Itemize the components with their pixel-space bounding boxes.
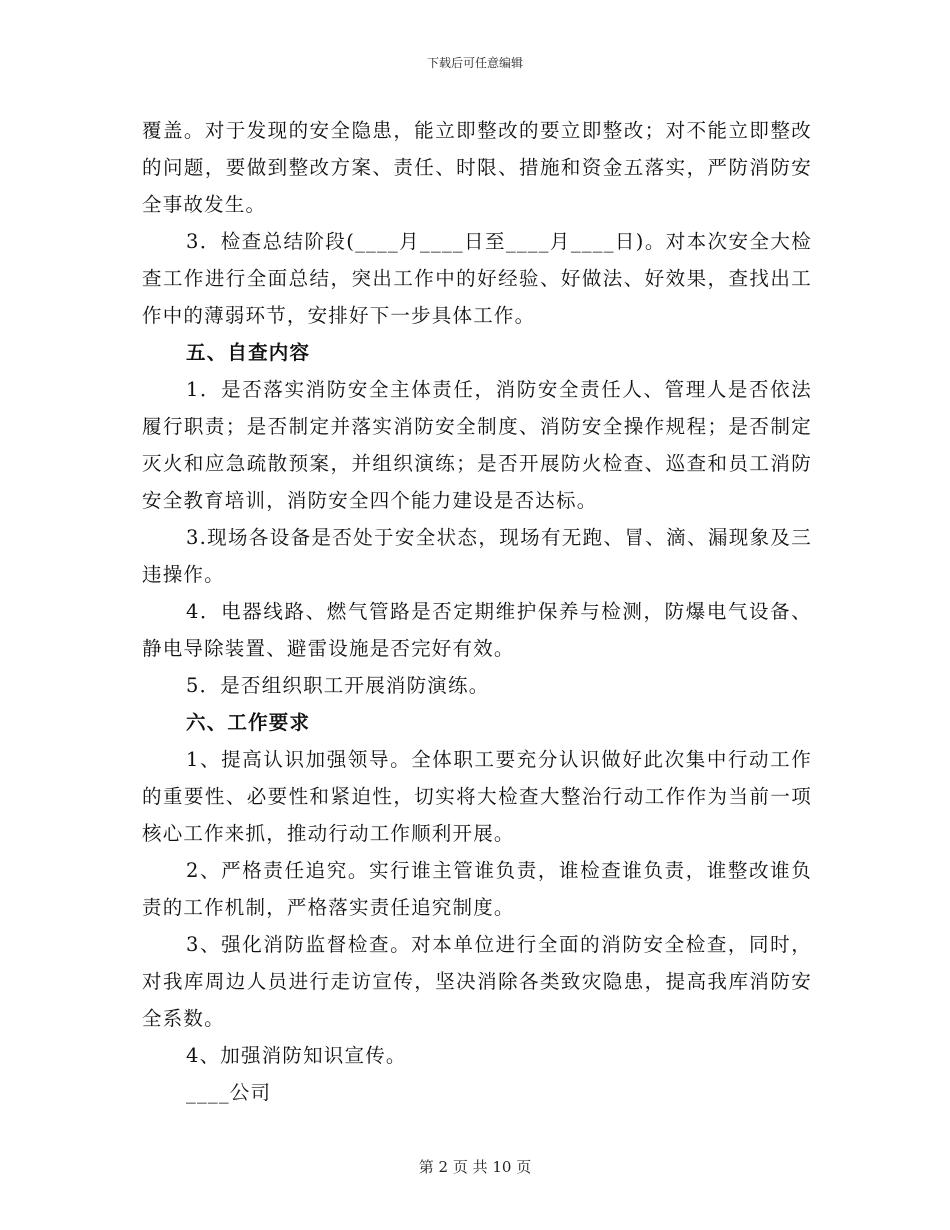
paragraph: 1．是否落实消防安全主体责任，消防安全责任人、管理人是否依法履行职责；是否制定并落实消防安全制度、消防安全操作规程；是否制定灭火和应急疏散预案，并组织演练；是否开展防火检查、巡查和员工消防安全教育培训，消防安全四个能力建设是否达标。 (142, 378, 812, 512)
document-body (142, 112, 812, 1111)
paragraph: 3.现场各设备是否处于安全状态，现场有无跑、冒、滴、漏现象及三违操作。 (142, 526, 812, 586)
paragraph: 覆盖。对于发现的安全隐患，能立即整改的要立即整改；对不能立即整改的问题，要做到整改方案、责任、时限、措施和资金五落实，严防消防安全事故发生。 (142, 119, 812, 216)
paragraph: 3、强化消防监督检查。对本单位进行全面的消防安全检查，同时，对我库周边人员进行走访宣传，坚决消除各类致灾隐患，提高我库消防安全系数。 (142, 933, 812, 1030)
page-footer-number: 第 2 页 共 10 页 (418, 1158, 532, 1176)
paragraph: 3．检查总结阶段(____月____日至____月____日)。对本次安全大检查工作进行全面总结，突出工作中的好经验、好做法、好效果，查找出工作中的薄弱环节，安排好下一步具体工作。 (142, 230, 812, 327)
page-header-note: 下载后可任意编辑 (426, 56, 523, 70)
signature-company: ____公司 (186, 1081, 272, 1104)
section-heading: 五、自查内容 (186, 341, 311, 364)
paragraph: 5．是否组织职工开展消防演练。 (186, 674, 490, 697)
paragraph: 4．电器线路、燃气管路是否定期维护保养与检测，防爆电气设备、静电导除装置、避雷设施是否完好有效。 (142, 600, 812, 660)
section-heading: 六、工作要求 (186, 711, 311, 734)
paragraph: 1、提高认识加强领导。全体职工要充分认识做好此次集中行动工作的重要性、必要性和紧迫性，切实将大检查大整治行动工作作为当前一项核心工作来抓，推动行动工作顺利开展。 (142, 748, 812, 845)
paragraph: 2、严格责任追究。实行谁主管谁负责，谁检查谁负责，谁整改谁负责的工作机制，严格落实责任追究制度。 (142, 859, 812, 919)
paragraph: 4、加强消防知识宣传。 (186, 1044, 407, 1067)
